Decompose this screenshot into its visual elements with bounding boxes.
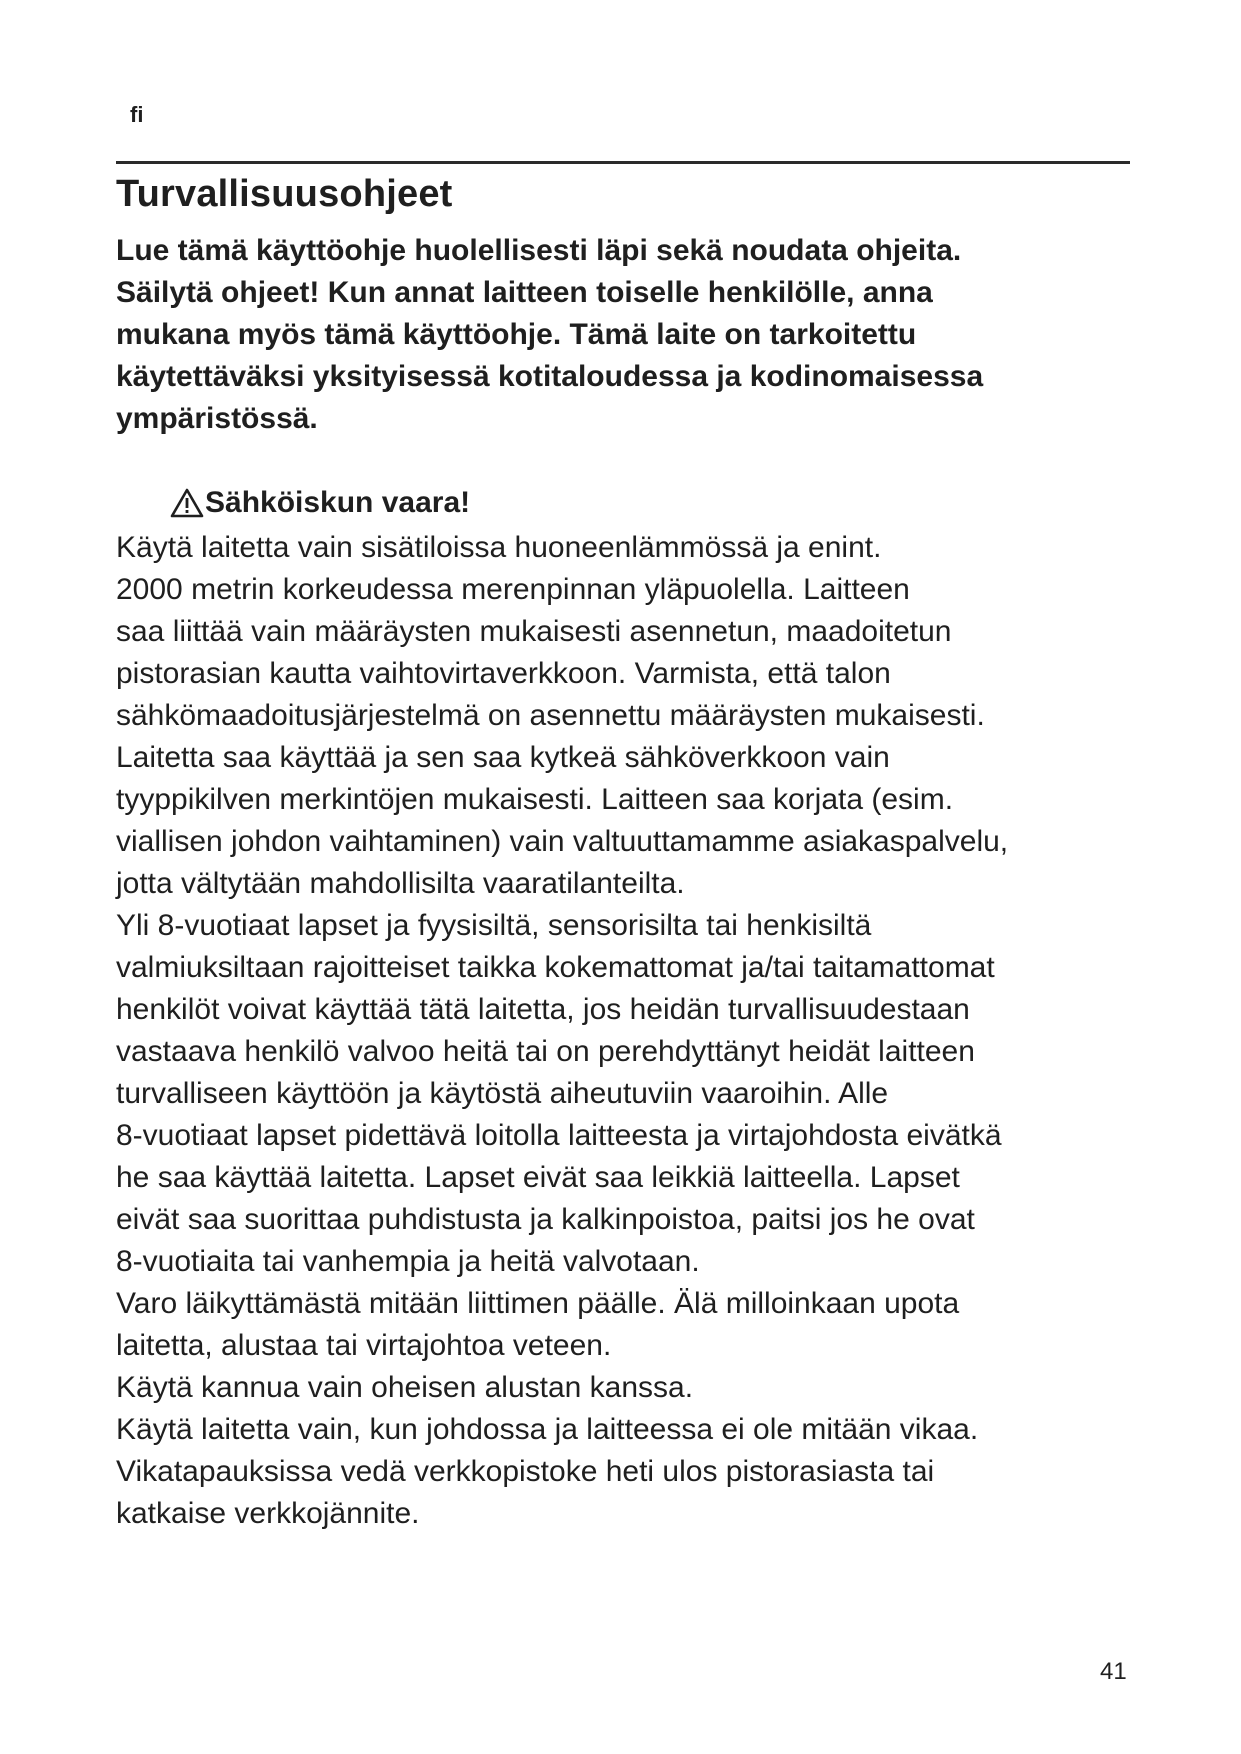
intro-text: Lue tämä käyttöohje huolellisesti läpi sekä noudata ohjeita. Säilytä ohjeet! Kun annat laitteen toiselle henkilölle, anna mukana myös tämä käyttöohje. Tämä laite on tarkoitettu käytettäväksi yksityisessä kotitaloudessa ja kodinomaisessa ympäristössä.	[116, 234, 984, 435]
header-divider	[116, 161, 1130, 164]
warning-body	[116, 527, 1128, 1535]
warning-heading	[170, 482, 470, 524]
warning-body-text: Käytä laitetta vain sisätiloissa huoneenlämmössä ja enint. 2000 metrin korkeudessa merenpinnan yläpuolella. Laitteen saa liittää vain määräysten mukaisesti asennetun, maadoitetun pistorasian kautta vaihtovirtaverkkoon. Varmista, että talon sähkömaadoitusjärjestelmä on asennettu määräysten mukaisesti. Laitetta saa käyttää ja sen saa kytkeä sähköverkkoon vain tyyppikilven merkintöjen mukaisesti. Laitteen saa korjata (esim. viallisen johdon vaihtaminen) vain valtuuttamamme asiakaspalvelu, jotta vältytään mahdollisilta vaaratilanteilta. Yli 8-vuotiaat lapset ja fyysisiltä, sensorisilta tai henkisiltä valmiuksiltaan rajoitteiset taikka kokemattomat ja/tai taitamattomat henkilöt voivat käyttää tätä laitetta, jos heidän turvallisuudestaan vastaava henkilö valvoo heitä tai on perehdyttänyt heidät laitteen turvalliseen käyttöön ja käytöstä aiheutuviin vaaroihin. Alle 8-vuotiaat lapset pidettävä loitolla laitteesta ja virtajohdosta eivätkä he saa käyttää laitetta. Lapset eivät saa leikkiä laitteella. Lapset eivät saa suorittaa puhdistusta ja kalkinpoistoa, paitsi jos he ovat 8-vuotiaita tai vanhempia ja heitä valvotaan. Varo läikyttämästä mitään liittimen päälle. Älä milloinkaan upota laitetta, alustaa tai virtajohtoa veteen. Käytä kannua vain oheisen alustan kanssa. Käytä laitetta vain, kun johdossa ja laitteessa ei ole mitään vikaa. Vikatapauksissa vedä verkkopistoke heti ulos pistorasiasta tai katkaise verkkojännite.	[116, 531, 1009, 1530]
intro-paragraph	[116, 230, 1126, 440]
warning-triangle-icon	[170, 488, 204, 518]
section-title: Turvallisuusohjeet	[116, 173, 453, 215]
language-code: fi	[130, 102, 144, 127]
page-number: 41	[1100, 1658, 1127, 1685]
warning-heading-text: Sähköiskun vaara!	[205, 486, 471, 519]
